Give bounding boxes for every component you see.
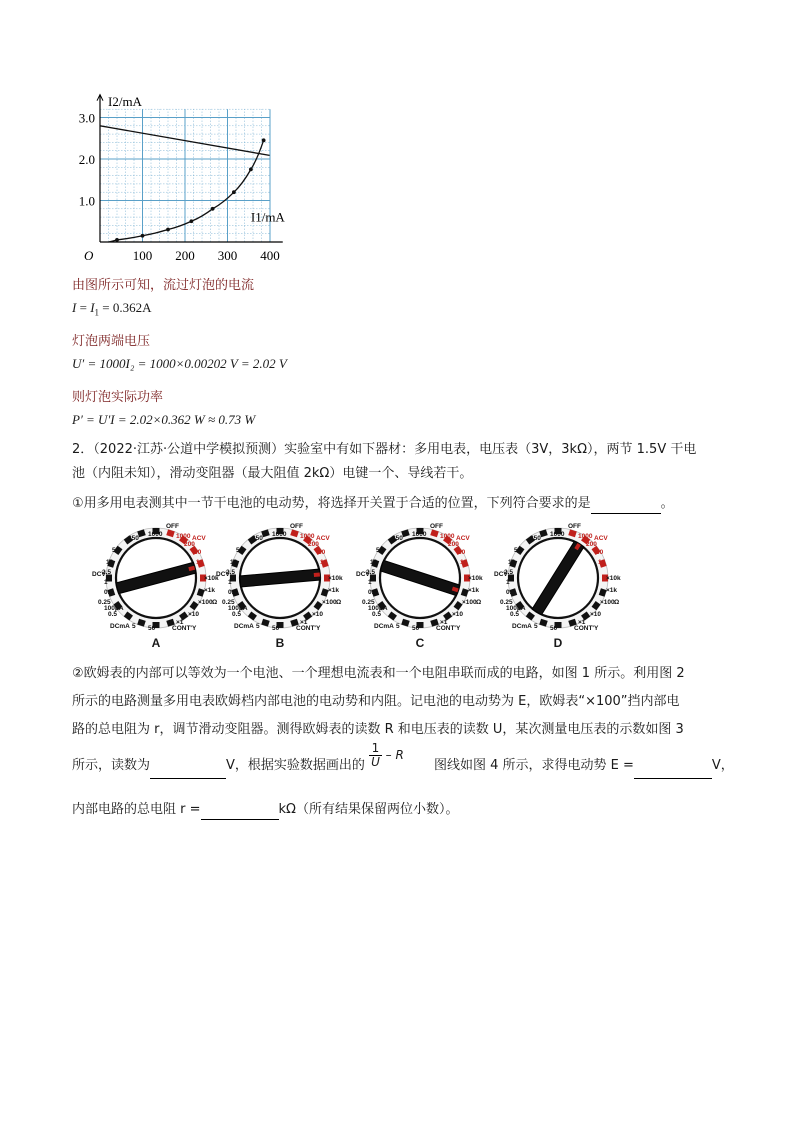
x-axis-label: I1/mA — [250, 209, 285, 225]
dial-scale-label: 0.25 — [98, 599, 111, 606]
question-2-part-2 — [72, 664, 732, 740]
dial-scale-label: 1000 — [550, 531, 565, 538]
answer-blank-voltage[interactable] — [150, 764, 226, 779]
dial-scale-label: 1 — [228, 579, 232, 586]
question-2-line-2: 池（内阻未知），滑动变阻器（最大阻值 2kΩ）电键一个、导线若干。 — [72, 466, 473, 481]
dial-scale-label: DCV — [494, 571, 508, 578]
part2-line-2: 所示的电路测量多用电表欧姆档内部电池的电动势和内阻。记电池的电动势为 E，欧姆表“×100”挡内部电 — [72, 694, 680, 709]
dial-scale-label: 50 — [236, 547, 244, 554]
dial-scale-label: OFF — [430, 523, 443, 530]
dial-scale-label: 0.25 — [500, 599, 513, 606]
question-2-part-1: ①用多用电表测其中一节干电池的电动势，将选择开关置于合适的位置，下列符合要求的是 。 — [72, 494, 674, 514]
dial-scale-label: 50 — [596, 549, 604, 556]
dial-scale-label: Ω — [336, 599, 342, 606]
dial-scale-label: ×100 — [198, 599, 213, 606]
dial-scale-label: 0.5 — [228, 589, 238, 596]
dial-caption: C — [415, 636, 425, 650]
dial-scale-label: 50 — [458, 549, 466, 556]
dial-scale-label: DCV — [92, 571, 106, 578]
dial-caption: B — [275, 636, 285, 650]
dial-scale-label: DCV — [216, 571, 230, 578]
data-point — [262, 138, 266, 142]
dial-scale-label: CONT'Y — [296, 625, 321, 632]
x-tick-label: 400 — [260, 248, 280, 260]
dial-scale-label: 2.5 — [226, 569, 236, 576]
question-2-line-1: 2．（2022·江苏·公道中学模拟预测）实验室中有如下器材：多用电表，电压表（3V，3kΩ），两节 1.5V 干电 — [72, 442, 697, 457]
dial-scale-label: ACV — [192, 535, 206, 542]
equation-current: $I = I_1 = 0.362A$ — [72, 300, 152, 318]
dial-scale-label: ×100 — [322, 599, 337, 606]
x-tick-label: 200 — [175, 248, 195, 260]
selector-dial — [494, 520, 628, 632]
dial-scale-label: 50 — [550, 625, 558, 632]
dial-scale-label: 250 — [530, 535, 541, 542]
dial-scale-label: 1000 — [440, 533, 455, 540]
dial-scale-label: ACV — [594, 535, 608, 542]
dial-scale-label: 0.25 — [222, 599, 235, 606]
dial-scale-label: 1000 — [148, 531, 163, 538]
dial-scale-label: ×10k — [468, 575, 483, 582]
series-curve — [109, 140, 264, 242]
dial-scale-label: 50 — [412, 625, 420, 632]
y-axis-label: I2/mA — [108, 94, 142, 109]
dial-scale-label: 2.5 — [102, 569, 112, 576]
dial-scale-label: 0.25 — [362, 599, 375, 606]
data-point — [166, 228, 170, 232]
dial-option-b[interactable] — [216, 520, 350, 650]
dial-scale-label: 2.5 — [366, 569, 376, 576]
dial-scale-label: 50 — [112, 547, 120, 554]
dial-scale-label: 1 — [506, 579, 510, 586]
y-tick-label: 2.0 — [78, 152, 95, 167]
dial-scale-label: 50 — [148, 625, 156, 632]
part2-line-1: ②欧姆表的内部可以等效为一个电池、一个理想电流表和一个电阻串联而成的电路，如图 1 所示。利用图 2 — [72, 666, 685, 681]
dial-scale-label: 0.5 — [510, 611, 520, 618]
dial-scale-label: 100μA — [368, 605, 388, 612]
dial-scale-label: DCmA — [110, 623, 130, 630]
dial-scale-label: 250 — [252, 535, 263, 542]
dial-scale-label: ×1k — [328, 587, 340, 594]
dial-scale-label: 10 — [460, 559, 468, 566]
dial-option-d[interactable] — [494, 520, 628, 650]
x-tick-label: 100 — [132, 248, 153, 260]
solution-line-1: 由图所示可知，流过灯泡的电流 — [72, 278, 255, 293]
dial-scale-label: ×10k — [204, 575, 219, 582]
dial-scale-label: DCV — [356, 571, 370, 578]
dial-scale-label: 50 — [272, 625, 280, 632]
dial-scale-label: ×10 — [590, 611, 602, 618]
current-chart — [70, 90, 330, 260]
dial-scale-label: Ω — [614, 599, 620, 606]
dial-scale-label: 10 — [106, 559, 114, 566]
dial-scale-label: ACV — [316, 535, 330, 542]
dial-scale-label: OFF — [568, 523, 581, 530]
y-tick-label: 1.0 — [78, 193, 95, 209]
answer-blank-resistance[interactable] — [201, 805, 279, 820]
fraction-1-over-u: $\frac{1}{U}$ — [371, 741, 380, 769]
dial-scale-label: CONT'Y — [172, 625, 197, 632]
dial-scale-label: 200 — [586, 541, 597, 548]
dial-scale-label: 5 — [534, 623, 538, 630]
solution-line-3: 则灯泡实际功率 — [72, 390, 164, 405]
dial-scale-label: 0.5 — [506, 589, 516, 596]
dial-scale-label: Ω — [476, 599, 482, 606]
part2-line-5: 内部电路的总电阻 r = kΩ（所有结果保留两位小数）。 — [72, 800, 458, 820]
dial-scale-label: ×100 — [600, 599, 615, 606]
equation-voltage: U′ = 1000I₂ = 1000×0.00202 V = 2.02 V — [72, 356, 287, 371]
dial-scale-label: 1 — [368, 579, 372, 586]
data-point — [211, 207, 215, 211]
equation-power: P′ = U′I = 2.02×0.362 W ≈ 0.73 W — [72, 412, 256, 427]
dial-scale-label: ×10 — [188, 611, 200, 618]
dial-scale-label: 5 — [132, 623, 136, 630]
dial-option-c[interactable] — [356, 520, 490, 650]
dial-scale-label: ×1 — [440, 619, 448, 626]
data-point — [189, 219, 193, 223]
dial-scale-label: 100μA — [506, 605, 526, 612]
dial-scale-label: 100μA — [228, 605, 248, 612]
pointer-tip — [314, 573, 320, 578]
question-2-intro — [72, 440, 732, 484]
dial-scale-label: 1000 — [412, 531, 427, 538]
dial-scale-label: ×1 — [578, 619, 586, 626]
dial-scale-label: 1000 — [272, 531, 287, 538]
dial-scale-label: 200 — [448, 541, 459, 548]
dial-scale-label: 1 — [104, 579, 108, 586]
dial-scale-label: ACV — [456, 535, 470, 542]
solution-line-2: 灯泡两端电压 — [72, 334, 151, 349]
dial-scale-label: ×10 — [452, 611, 464, 618]
dial-scale-label: OFF — [290, 523, 303, 530]
dial-scale-label: 200 — [184, 541, 195, 548]
dial-scale-label: 10 — [598, 559, 606, 566]
dial-scale-label: ×1k — [606, 587, 618, 594]
dial-scale-label: 0.5 — [104, 589, 114, 596]
dial-scale-label: 10 — [370, 559, 378, 566]
dial-scale-label: 50 — [194, 549, 202, 556]
dial-scale-label: 2.5 — [504, 569, 514, 576]
dial-option-a[interactable] — [92, 520, 226, 650]
dial-scale-label: 10 — [196, 559, 204, 566]
dial-scale-label: 100μA — [104, 605, 124, 612]
dial-scale-label: 0.5 — [368, 589, 378, 596]
dial-scale-label: 5 — [256, 623, 260, 630]
dial-scale-label: CONT'Y — [574, 625, 599, 632]
dial-scale-label: ×1k — [468, 587, 480, 594]
dial-scale-label: Ω — [212, 599, 218, 606]
data-point — [115, 238, 119, 242]
selector-dial — [216, 520, 350, 632]
y-tick-label: 3.0 — [78, 110, 95, 126]
dial-scale-label: ×10k — [328, 575, 343, 582]
dial-scale-label: OFF — [166, 523, 179, 530]
answer-blank-1[interactable] — [591, 499, 661, 514]
dial-caption: D — [553, 636, 563, 650]
dial-scale-label: 10 — [320, 559, 328, 566]
dial-scale-label: 10 — [508, 559, 516, 566]
data-point — [141, 234, 145, 238]
dial-scale-label: 250 — [392, 535, 403, 542]
answer-blank-emf[interactable] — [634, 764, 712, 779]
dial-scale-label: DCmA — [512, 623, 532, 630]
dial-scale-label: 250 — [128, 535, 139, 542]
dial-scale-label: ×10k — [606, 575, 621, 582]
origin-label: O — [84, 248, 94, 260]
dial-scale-label: ×10 — [312, 611, 324, 618]
dial-scale-label: 10 — [230, 559, 238, 566]
dial-scale-label: 1000 — [176, 533, 191, 540]
dial-caption: A — [151, 636, 161, 650]
dial-scale-label: 0.5 — [108, 611, 118, 618]
data-point — [249, 167, 253, 171]
dial-scale-label: 1000 — [578, 533, 593, 540]
dial-scale-label: CONT'Y — [436, 625, 461, 632]
dial-scale-label: 50 — [318, 549, 326, 556]
x-tick-label: 300 — [217, 248, 238, 260]
dial-scale-label: ×1k — [204, 587, 216, 594]
dial-scale-label: 1000 — [300, 533, 315, 540]
dial-scale-label: ×1 — [176, 619, 184, 626]
dial-scale-label: 0.5 — [372, 611, 382, 618]
dial-scale-label: 0.5 — [232, 611, 242, 618]
dial-scale-label: ×1 — [300, 619, 308, 626]
dial-scale-label: 50 — [514, 547, 522, 554]
dial-scale-label: ×100 — [462, 599, 477, 606]
selector-dial — [356, 520, 490, 632]
part2-line-3: 路的总电阻为 r，调节滑动变阻器。测得欧姆表的读数 R 和电压表的读数 U，某次测量电压表的示数如图 3 — [72, 722, 684, 737]
dial-scale-label: 200 — [308, 541, 319, 548]
dial-scale-label: DCmA — [234, 623, 254, 630]
dial-scale-label: DCmA — [374, 623, 394, 630]
selector-dial — [92, 520, 226, 632]
part2-line-4: 所示，读数为 V，根据实验数据画出的 $\frac{1}{U}$ – R 图线如图 4 所示，求得电动势 E = V， — [72, 752, 734, 779]
data-point — [232, 190, 236, 194]
dial-scale-label: 5 — [396, 623, 400, 630]
dial-scale-label: 50 — [376, 547, 384, 554]
